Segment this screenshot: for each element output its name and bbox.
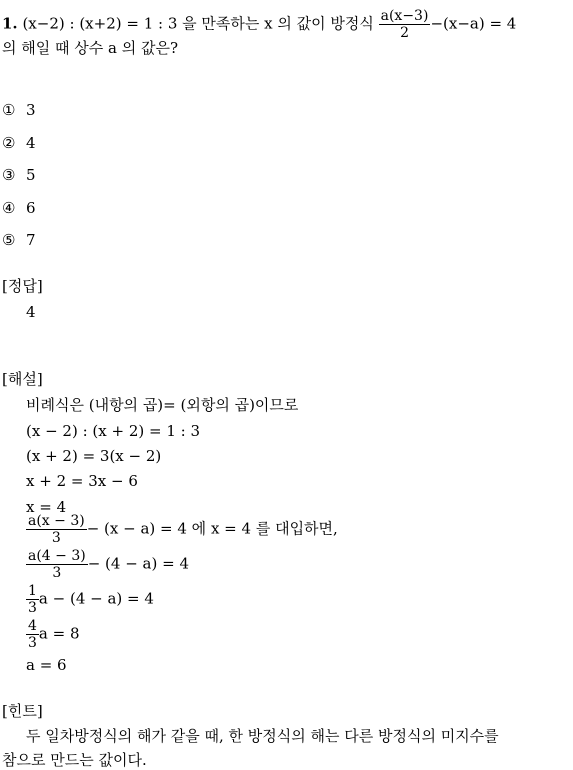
choice-mark: ② [2, 134, 16, 152]
choice-value: 6 [26, 199, 36, 217]
choice-value: 7 [26, 231, 36, 249]
explanation-line-9-rest: a = 8 [38, 624, 80, 643]
fraction-numerator: a(4 − 3) [28, 548, 86, 564]
choice-mark: ⑤ [2, 231, 16, 249]
explanation-fraction [26, 618, 39, 651]
explanation-line-5: x = 4 [26, 498, 67, 516]
explanation-line-8-rest: a − (4 − a) = 4 [38, 589, 154, 608]
question-number: 1. [2, 14, 18, 33]
choice-5[interactable] [2, 231, 36, 249]
question-fraction-numerator: a(x−3) [380, 8, 429, 24]
fraction-denominator: 3 [28, 600, 37, 616]
explanation-heading: [해설] [2, 370, 43, 388]
choice-value: 5 [26, 166, 36, 184]
choice-mark: ③ [2, 166, 16, 184]
choice-4[interactable] [2, 199, 36, 217]
choice-value: 4 [26, 134, 36, 152]
hint-line-1: 두 일차방정식의 해가 같을 때, 한 방정식의 해는 다른 방정식의 미지수를 [26, 727, 499, 745]
explanation-fraction [26, 548, 88, 581]
fraction-denominator: 3 [28, 635, 37, 651]
choice-value: 3 [26, 101, 36, 119]
choice-mark: ① [2, 101, 16, 119]
choice-2[interactable] [2, 134, 36, 152]
explanation-line-2: (x − 2) : (x + 2) = 1 : 3 [26, 422, 200, 440]
question-line-1 [2, 8, 516, 41]
explanation-fraction [26, 583, 39, 616]
explanation-line-9 [26, 618, 80, 651]
fraction-numerator: a(x − 3) [28, 513, 85, 529]
fraction-denominator: 3 [51, 530, 61, 546]
explanation-fraction [26, 513, 87, 546]
explanation-line-7-rest: − (4 − a) = 4 [87, 554, 189, 573]
explanation-line-4: x + 2 = 3x − 6 [26, 472, 138, 490]
choice-3[interactable] [2, 166, 36, 184]
explanation-line-6 [26, 513, 338, 546]
explanation-line-3: (x + 2) = 3(x − 2) [26, 447, 162, 465]
answer-heading: [정답] [2, 277, 43, 295]
question-fraction [379, 8, 431, 41]
fraction-numerator: 4 [28, 618, 37, 634]
answer-value: 4 [26, 303, 36, 321]
explanation-line-6-rest: − (x − a) = 4 에 x = 4 를 대입하면, [86, 519, 338, 538]
choice-mark: ④ [2, 199, 16, 217]
fraction-numerator: 1 [28, 583, 37, 599]
question-fraction-denominator: 2 [400, 25, 409, 41]
explanation-line-10: a = 6 [26, 656, 67, 674]
explanation-line-1: 비례식은 (내항의 곱)= (외항의 곱)이므로 [26, 396, 299, 414]
hint-heading: [힌트] [2, 702, 43, 720]
question-stem-b: −(x−a) = 4 [430, 14, 517, 33]
choice-1[interactable] [2, 101, 36, 119]
explanation-line-7 [26, 548, 189, 581]
explanation-line-8 [26, 583, 154, 616]
fraction-denominator: 3 [52, 565, 62, 581]
question-stem-a: (x−2) : (x+2) = 1 : 3 을 만족하는 x 의 값이 방정식 [22, 14, 374, 33]
question-stem-line2: 의 해일 때 상수 a 의 값은? [2, 39, 179, 57]
hint-line-2: 참으로 만드는 값이다. [2, 751, 147, 769]
